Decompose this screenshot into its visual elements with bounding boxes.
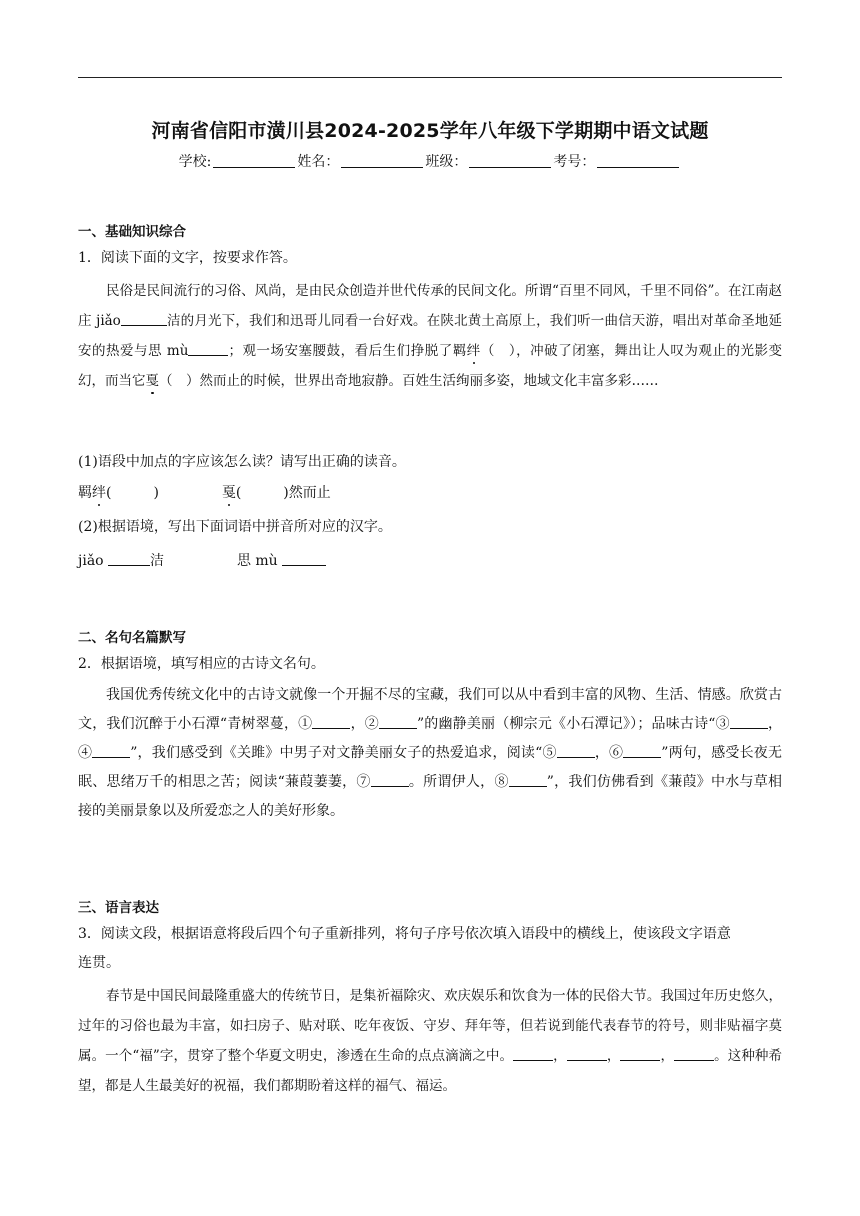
answer-blank-4[interactable]	[92, 745, 130, 758]
question-3-passage	[78, 981, 782, 1101]
question-2-prompt: 2．根据语境，填写相应的古诗文名句。	[78, 656, 325, 672]
section-heading-1: 一、基础知识综合	[78, 224, 186, 240]
answer-blank-2[interactable]	[567, 1048, 607, 1061]
answer-blank[interactable]	[108, 553, 150, 566]
question-1-sub-2: (2)根据语境，写出下面词语中拼音所对应的汉字。	[78, 519, 392, 535]
section-heading-3: 三、语言表达	[78, 900, 159, 916]
student-info-line	[0, 151, 860, 171]
answer-blank[interactable]	[188, 343, 228, 356]
dotted-char: 绊	[92, 485, 106, 501]
question-3-prompt: 3．阅读文段，根据语意将段后四个句子重新排列，将句子序号依次填入语段中的横线上，使该段文字语意 连贯。	[78, 926, 731, 971]
passage-paragraph: 春节是中国民间最隆重盛大的传统节日，是集祈福除灾、欢庆娱乐和饮食为一体的民俗大节。我国过年历史悠久，过年的习俗也最为丰富，如扫房子、贴对联、吃年夜饭、守岁、拜年等，但若说到能代表春节的符号，则非贴福字莫属。一个“福”字，贯穿了整个华夏文明史，渗透在生命的点点滴滴之中。 ， ， ， 。这种种希望，都是人生最美好的祝福，我们都期盼着这样的福气、福运。	[78, 988, 783, 1094]
name-blank[interactable]	[341, 153, 423, 168]
question-1-sub-2-items: jiǎo 洁 思 mù	[78, 550, 782, 570]
answer-blank[interactable]	[282, 553, 326, 566]
answer-blank-5[interactable]	[557, 745, 595, 758]
number-blank[interactable]	[597, 153, 679, 168]
class-label: 班级：	[425, 154, 468, 170]
answer-blank-8[interactable]	[509, 774, 547, 787]
answer-blank[interactable]	[121, 313, 167, 326]
answer-blank-7[interactable]	[371, 774, 409, 787]
answer-blank-4[interactable]	[674, 1048, 714, 1061]
question-1-sub-1: (1)语段中加点的字应该怎么读？请写出正确的读音。	[78, 454, 406, 470]
page-title: 河南省信阳市潢川县2024-2025学年八年级下学期期中语文试题	[151, 120, 709, 142]
answer-blank-6[interactable]	[623, 745, 661, 758]
passage-paragraph: 民俗是民间流行的习俗、风尚，是由民众创造并世代传承的民间文化。所谓“百里不同风，千里不同俗”。在江南赵庄 jiǎo 洁的月光下，我们和迅哥儿同看一台好戏。在陕北黄土高原上，我们听一曲信天游，唱出对革命圣地延安的热爱与思 mù ；观一场安塞腰鼓，看后生们挣脱了羁绊（ ），冲破了闭塞，舞出让人叹为观止的光影变幻，而当它戛（ ）然而止的时候，世界出奇地寂静。百姓生活绚丽多姿，地域文化丰富多彩……	[78, 283, 783, 389]
answer-blank-2[interactable]	[379, 716, 417, 729]
number-label: 考号：	[553, 154, 596, 170]
passage-paragraph: 我国优秀传统文化中的古诗文就像一个开掘不尽的宝藏，我们可以从中看到丰富的风物、生活、情感。欣赏古文，我们沉醉于小石潭“青树翠蔓，① ，② ”的幽静美丽（柳宗元《小石潭记》）；品味古诗“③ ，④ ”，我们感受到《关雎》中男子对文静美丽女子的热爱追求，阅读“⑤ ，⑥ ”两句，感受长夜无眠、思绪万千的相思之苦；阅读“蒹葭萋萋，⑦ 。所谓伊人，⑧ ”，我们仿佛看到《蒹葭》中水与草相接的美丽景象以及所爱恋之人的美好形象。	[78, 687, 783, 819]
question-1-prompt: 1．阅读下面的文字，按要求作答。	[78, 250, 297, 266]
school-label: 学校:	[178, 154, 212, 170]
question-2-passage	[78, 681, 782, 826]
section-heading-2: 二、名句名篇默写	[78, 630, 186, 646]
dotted-char: 绊	[466, 343, 481, 359]
class-blank[interactable]	[469, 153, 551, 168]
question-1-passage	[78, 276, 782, 396]
answer-blank-3[interactable]	[620, 1048, 660, 1061]
answer-blank-1[interactable]	[513, 1048, 553, 1061]
question-1-sub-1-items: 羁绊( ) 戛( )然而止	[78, 485, 331, 501]
answer-blank-1[interactable]	[312, 716, 350, 729]
name-label: 姓名：	[297, 154, 340, 170]
dotted-char: 戛	[221, 485, 236, 501]
answer-paren[interactable]: ( )	[106, 485, 159, 501]
school-blank[interactable]	[213, 153, 295, 168]
answer-blank-3[interactable]	[730, 716, 768, 729]
dotted-char: 戛	[145, 373, 159, 389]
header-rule	[78, 77, 782, 78]
answer-paren[interactable]: ( )然而止	[235, 485, 331, 501]
